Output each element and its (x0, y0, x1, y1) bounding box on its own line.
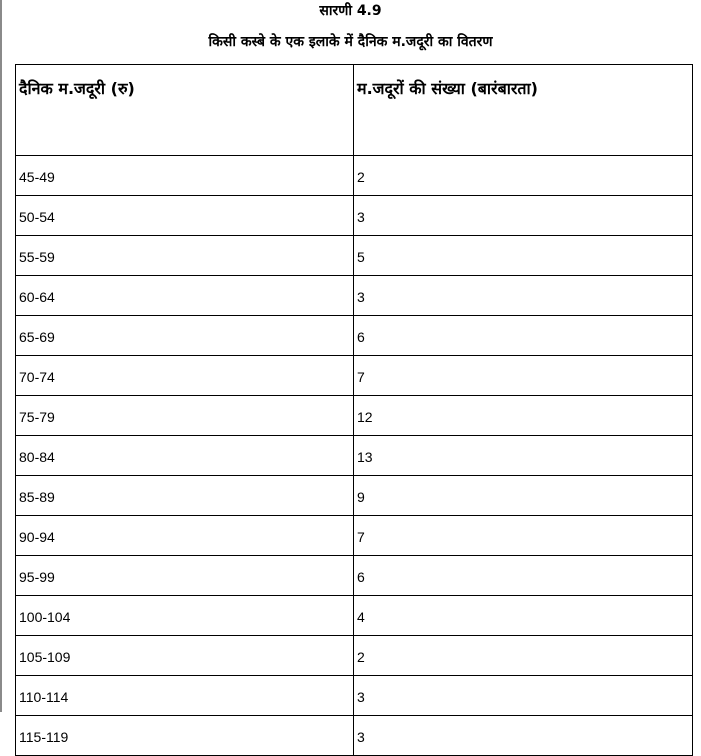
wage-range-cell: 95-99 (16, 556, 354, 596)
wage-range-cell: 70-74 (16, 356, 354, 396)
frequency-cell: 3 (354, 196, 693, 236)
left-border-rule (0, 0, 2, 712)
wage-range-cell: 105-109 (16, 636, 354, 676)
table-row (16, 676, 693, 716)
frequency-cell: 5 (354, 236, 693, 276)
frequency-cell: 3 (354, 276, 693, 316)
table-row (16, 716, 693, 756)
table-row (16, 396, 693, 436)
frequency-cell: 6 (354, 316, 693, 356)
frequency-cell: 7 (354, 516, 693, 556)
table-row (16, 596, 693, 636)
wage-range-cell: 50-54 (16, 196, 354, 236)
wage-distribution-table (15, 64, 693, 756)
wage-range-cell: 115-119 (16, 716, 354, 756)
wage-range-cell: 85-89 (16, 476, 354, 516)
table-row (16, 436, 693, 476)
wage-range-cell: 75-79 (16, 396, 354, 436)
frequency-cell: 2 (354, 156, 693, 196)
table-row (16, 636, 693, 676)
table-number-caption: सारणी 4.9 (319, 3, 382, 19)
table-row (16, 276, 693, 316)
table-row (16, 196, 693, 236)
wage-range-cell: 60-64 (16, 276, 354, 316)
frequency-cell: 9 (354, 476, 693, 516)
frequency-cell: 13 (354, 436, 693, 476)
table-header-row (16, 65, 693, 156)
header-worker-count: म.जदूरों की संख्या (बारंबारता) (354, 65, 693, 156)
table-row (16, 156, 693, 196)
wage-range-cell: 80-84 (16, 436, 354, 476)
frequency-cell: 6 (354, 556, 693, 596)
table-title-caption: किसी कस्बे के एक इलाके में दैनिक म.जदूरी का वितरण (208, 34, 493, 50)
frequency-cell: 12 (354, 396, 693, 436)
table-row (16, 476, 693, 516)
wage-range-cell: 100-104 (16, 596, 354, 636)
frequency-cell: 3 (354, 676, 693, 716)
table-row (16, 236, 693, 276)
table-row (16, 556, 693, 596)
wage-range-cell: 90-94 (16, 516, 354, 556)
table-row (16, 356, 693, 396)
frequency-cell: 4 (354, 596, 693, 636)
wage-range-cell: 110-114 (16, 676, 354, 716)
frequency-cell: 7 (354, 356, 693, 396)
table-row (16, 316, 693, 356)
table-row (16, 516, 693, 556)
wage-range-cell: 55-59 (16, 236, 354, 276)
frequency-cell: 2 (354, 636, 693, 676)
frequency-cell: 3 (354, 716, 693, 756)
header-daily-wage: दैनिक म.जदूरी (रु) (16, 65, 354, 156)
wage-range-cell: 45-49 (16, 156, 354, 196)
wage-range-cell: 65-69 (16, 316, 354, 356)
